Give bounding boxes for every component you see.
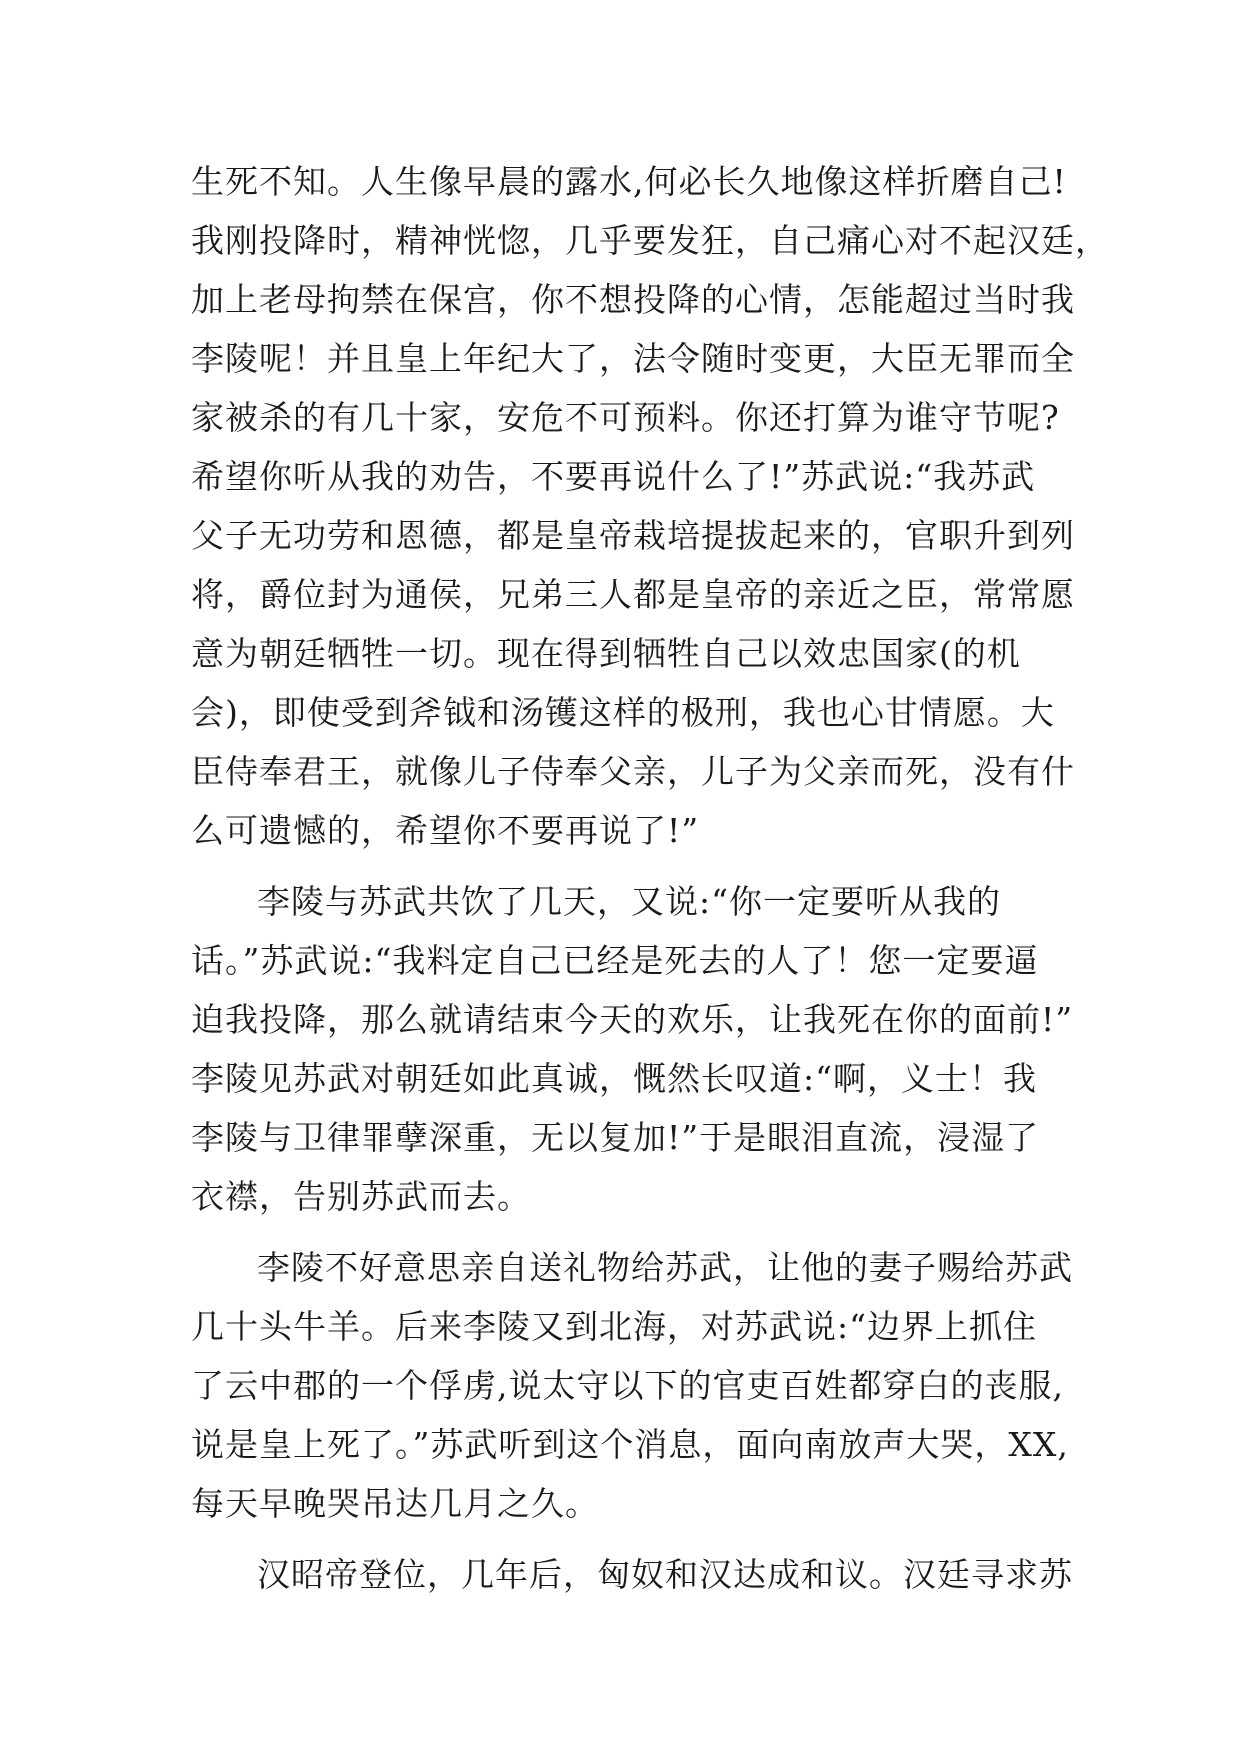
paragraph-first-line: 李陵不好意思亲自送礼物给苏武，让他的妻子赐给苏武 — [257, 1248, 1073, 1287]
text-line: 么可遗憾的，希望你不要再说了!” — [191, 811, 700, 850]
text-line: 加上老母拘禁在保宫，你不想投降的心情，怎能超过当时我 — [191, 280, 1075, 319]
text-line: 迫我投降，那么就请结束今天的欢乐，让我死在你的面前!” — [191, 1000, 1074, 1039]
body-text — [191, 152, 1109, 1604]
paragraph-gap — [191, 1533, 1061, 1545]
text-line: 父子无功劳和恩德，都是皇帝栽培提拔起来的，官职升到列 — [191, 516, 1075, 555]
text-line: 了云中郡的一个俘虏,说太守以下的官吏百姓都穿白的丧服, — [191, 1366, 1064, 1405]
text-line: 臣侍奉君王，就像儿子侍奉父亲，儿子为父亲而死，没有什 — [191, 752, 1075, 791]
text-line: 说是皇上死了。”苏武听到这个消息，面向南放声大哭，XX, — [191, 1425, 1069, 1464]
paragraph-first-line: 李陵与苏武共饮了几天，又说:“你一定要听从我的 — [257, 882, 1001, 921]
text-line: 话。”苏武说:“我料定自己已经是死去的人了！您一定要逼 — [191, 941, 1039, 980]
paragraph-gap — [191, 1226, 1061, 1238]
text-line: 李陵呢！并且皇上年纪大了，法令随时变更，大臣无罪而全 — [191, 339, 1075, 378]
text-line: 几十头牛羊。后来李陵又到北海，对苏武说:“边界上抓住 — [191, 1307, 1037, 1346]
text-line: 希望你听从我的劝告，不要再说什么了!”苏武说:“我苏武 — [191, 457, 1036, 496]
text-line: 生死不知。人生像早晨的露水,何必长久地像这样折磨自己! — [191, 162, 1067, 201]
text-line: 意为朝廷牺牲一切。现在得到牺牲自己以效忠国家(的机 — [191, 634, 1021, 673]
text-line: 李陵与卫律罪孽深重，无以复加!”于是眼泪直流，浸湿了 — [191, 1118, 1040, 1157]
text-line: 家被杀的有几十家，安危不可预料。你还打算为谁守节呢? — [191, 398, 1060, 437]
text-line: 会)，即使受到斧钺和汤镬这样的极刑，我也心甘情愿。大 — [191, 693, 1055, 732]
text-line: 每天早晚哭吊达几月之久。 — [191, 1484, 599, 1523]
paragraph-gap — [191, 860, 1061, 872]
text-line: 衣襟，告别苏武而去。 — [191, 1177, 531, 1216]
text-line: 将，爵位封为通侯，兄弟三人都是皇帝的亲近之臣，常常愿 — [191, 575, 1075, 614]
paragraph-first-line: 汉昭帝登位，几年后，匈奴和汉达成和议。汉廷寻求苏 — [257, 1555, 1073, 1594]
text-line: 李陵见苏武对朝廷如此真诚，慨然长叹道:“啊，义士！我 — [191, 1059, 1037, 1098]
text-line: 我刚投降时，精神恍惚，几乎要发狂，自己痛心对不起汉廷， — [191, 221, 1109, 260]
